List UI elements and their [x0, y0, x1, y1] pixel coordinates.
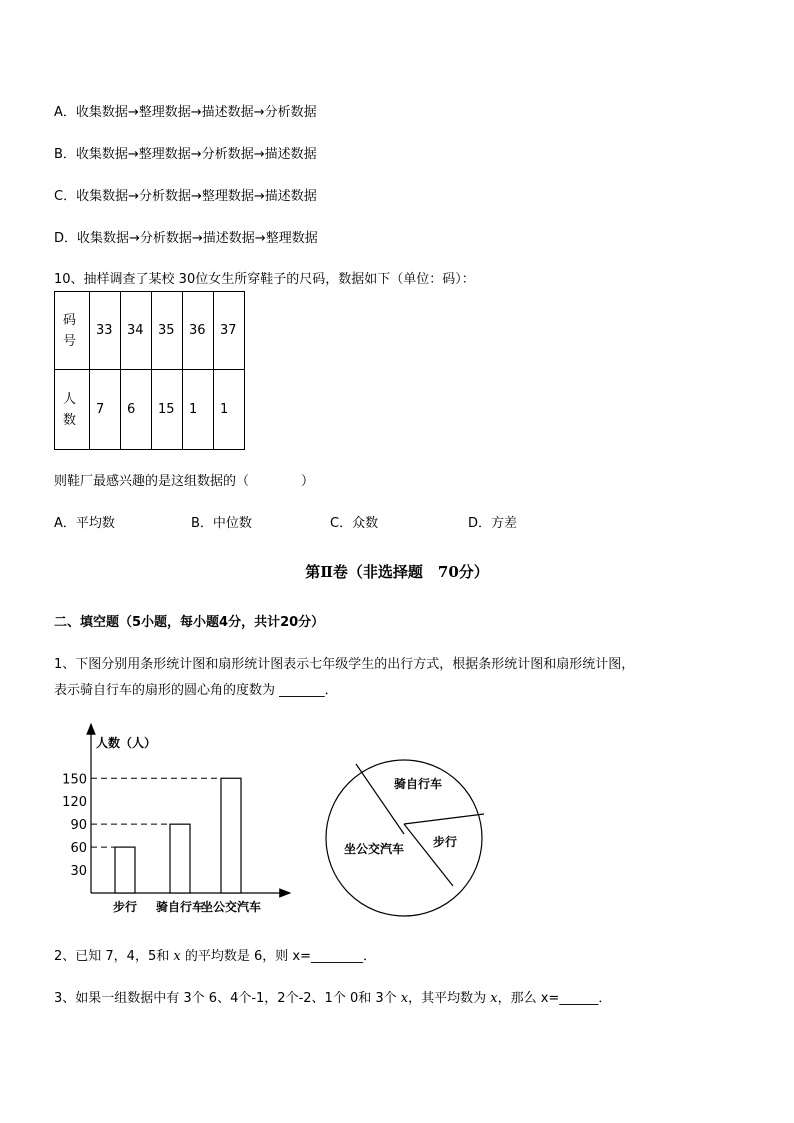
header-char: 号	[63, 333, 77, 349]
section-title: 第Ⅱ卷（非选择题 70分）	[305, 563, 489, 581]
y-tick-label: 60	[70, 841, 87, 857]
fill2-text: 2、已知 7，4，5和	[54, 949, 174, 964]
count-cell: 1	[183, 370, 214, 450]
fill1-line1: 1、下图分别用条形统计图和扇形统计图表示七年级学生的出行方式，根据条形统计图和扇形统计图，	[54, 657, 635, 672]
x-category-label: 步行	[112, 900, 138, 914]
header-char: 数	[63, 412, 77, 428]
count-cell: 15	[152, 370, 183, 450]
x-category-label: 坐公交汽车	[200, 900, 262, 914]
x-category-label: 骑自行车	[155, 900, 205, 914]
q10-option-b: B．中位数	[191, 516, 252, 531]
fill2-text: 的平均数是 6，则	[180, 949, 293, 964]
q9-option-b: B．收集数据→整理数据→分析数据→描述数据	[54, 147, 317, 162]
q10-option-d: D．方差	[468, 516, 518, 531]
q10-option-c: C．众数	[330, 516, 379, 531]
y-tick-label: 90	[70, 818, 87, 834]
math-var: x	[400, 991, 409, 1006]
bar-chart	[50, 718, 310, 918]
q10-stem: 10、抽样调查了某校 30位女生所穿鞋子的尺码，数据如下（单位：码）：	[54, 272, 475, 287]
pie-label-bike: 骑自行车	[394, 777, 443, 791]
fill3-answer-blank: x=______．	[540, 991, 612, 1006]
section-heading: 二、填空题（5小题，每小题4分，共计20分）	[54, 615, 325, 630]
table-row	[55, 292, 245, 370]
size-cell: 35	[152, 292, 183, 370]
size-cell: 36	[183, 292, 214, 370]
header-char: 码	[63, 312, 77, 328]
count-cell: 6	[121, 370, 152, 450]
fill1-line2: 表示骑自行车的扇形的圆心角的度数为 _______．	[54, 683, 338, 698]
pie-label-walk: 步行	[433, 835, 458, 849]
pie-chart	[322, 756, 488, 922]
q10-question: 则鞋厂最感兴趣的是这组数据的（ ）	[54, 474, 315, 489]
pie-label-bus: 坐公交汽车	[344, 842, 405, 856]
bar-1	[170, 824, 190, 893]
math-var: x	[490, 991, 498, 1006]
q10-option-a: A．平均数	[54, 516, 115, 531]
fill2	[54, 945, 376, 964]
y-axis-label: 人数（人）	[96, 736, 157, 750]
fill3-text: ，其平均数为	[408, 991, 491, 1006]
count-cell: 1	[214, 370, 245, 450]
y-tick-label: 150	[62, 772, 87, 788]
bar-0	[115, 847, 135, 893]
fill2-answer-blank: x=________．	[292, 949, 376, 964]
fill3-text: 3、如果一组数据中有 3个 6、4个-1，2个-2、1个 0和 3个	[54, 991, 401, 1006]
q9-option-a: A．收集数据→整理数据→描述数据→分析数据	[54, 105, 317, 120]
table-header-cell	[55, 292, 90, 370]
y-tick-label: 120	[62, 795, 87, 811]
q9-option-d: D．收集数据→分析数据→描述数据→整理数据	[54, 231, 318, 246]
fill3-text: ，那么	[497, 991, 541, 1006]
q9-option-c: C．收集数据→分析数据→整理数据→描述数据	[54, 189, 317, 204]
fill3	[54, 987, 611, 1006]
header-char: 人	[63, 391, 77, 407]
count-cell: 7	[90, 370, 121, 450]
y-tick-label: 30	[70, 864, 87, 880]
size-cell: 34	[121, 292, 152, 370]
table-row	[55, 370, 245, 450]
table-header-cell	[55, 370, 90, 450]
math-var: x	[173, 949, 181, 964]
bar-2	[221, 778, 241, 893]
shoe-size-table	[54, 291, 245, 450]
size-cell: 33	[90, 292, 121, 370]
size-cell: 37	[214, 292, 245, 370]
